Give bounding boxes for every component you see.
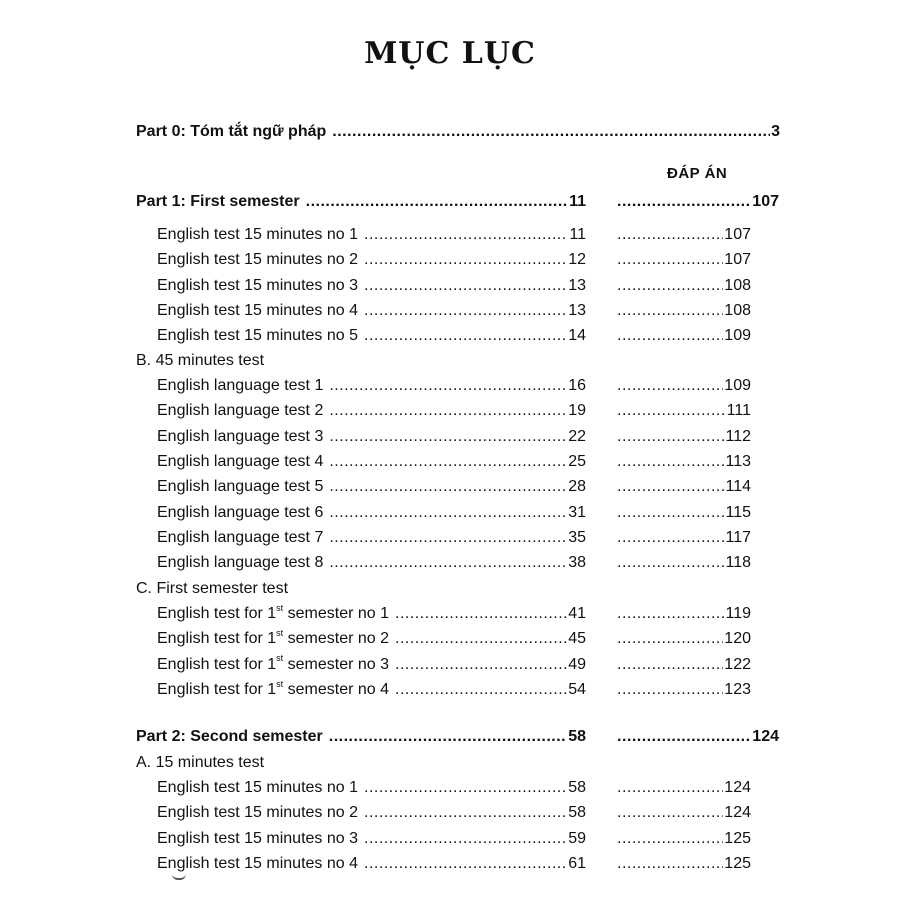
ordinal-suffix: st [276, 602, 284, 613]
dot-leader [617, 502, 724, 524]
toc-page: 13 [568, 276, 586, 294]
toc-entry-main [157, 426, 586, 448]
toc-page: 58 [568, 728, 586, 745]
toc-entry-main [157, 828, 586, 850]
dot-leader [617, 191, 751, 213]
toc-entry-main [157, 325, 586, 347]
toc-answer-page: 124 [724, 804, 751, 822]
toc-entry-answer [617, 300, 751, 322]
dot-leader [329, 400, 567, 422]
toc-entry[interactable] [0, 451, 900, 473]
toc-entry[interactable] [0, 375, 900, 397]
toc-label [157, 628, 389, 650]
dot-leader [364, 325, 567, 347]
dot-leader [617, 249, 723, 271]
toc-entry-answer [617, 275, 751, 297]
toc-entry[interactable] [0, 679, 900, 701]
dot-leader [329, 502, 567, 524]
dot-leader [364, 828, 567, 850]
toc-page: 54 [568, 680, 586, 698]
toc-entry-answer [617, 224, 751, 246]
toc-label: English language test 7 [157, 528, 324, 546]
toc-entry-answer [617, 628, 751, 650]
toc-answer-page: 124 [752, 728, 779, 745]
toc-answer-page: 118 [725, 554, 751, 572]
dot-leader [617, 300, 723, 322]
toc-entry-main [157, 552, 586, 574]
toc-entry[interactable] [0, 552, 900, 574]
toc-page: 13 [568, 301, 586, 319]
dot-leader [364, 249, 567, 271]
toc-entry-answer [617, 654, 751, 676]
toc-label: English test 15 minutes no 1 [157, 226, 359, 243]
toc-entry-answer [617, 679, 751, 701]
toc-entry-answer [617, 552, 751, 574]
page-title: MỤC LỤC [364, 36, 536, 71]
toc-page: 38 [568, 554, 586, 572]
toc-label: Part 0: Tóm tắt ngữ pháp [136, 123, 327, 140]
ordinal-suffix: st [276, 627, 284, 638]
toc-label: English language test 3 [157, 427, 324, 445]
toc-page: 25 [568, 452, 586, 470]
toc-label-prefix: English test for 1 [157, 655, 277, 673]
dot-leader [364, 802, 567, 824]
toc-entry-answer [617, 375, 751, 397]
toc-entry[interactable] [0, 527, 900, 549]
toc-entry-answer [617, 603, 751, 625]
toc-label: English test 15 minutes no 4 [157, 854, 359, 872]
toc-entry-answer [617, 502, 751, 524]
toc-entry-answer [617, 853, 751, 875]
toc-answer-page: 107 [752, 193, 779, 210]
toc-page: 19 [568, 402, 586, 420]
cropped-next-line [172, 874, 186, 880]
dot-leader [617, 828, 723, 850]
toc-label: English language test 5 [157, 478, 324, 496]
toc-answer-page: 115 [725, 503, 751, 521]
toc-entry[interactable] [0, 224, 900, 246]
toc-label: English test 15 minutes no 3 [157, 829, 359, 847]
toc-entry-main [157, 853, 586, 875]
ordinal-suffix: st [276, 678, 284, 689]
toc-entry-answer [617, 476, 751, 498]
toc-page: 22 [568, 427, 586, 445]
dot-leader [329, 476, 567, 498]
toc-answer-page: 107 [724, 226, 751, 243]
toc-section-c [0, 578, 900, 600]
dot-leader [617, 679, 723, 701]
dot-leader [617, 224, 723, 246]
toc-page: 14 [568, 327, 586, 345]
toc-entry-main [157, 654, 586, 676]
dot-leader [617, 325, 723, 347]
dot-leader [395, 679, 567, 701]
toc-answer-page: 125 [724, 854, 751, 872]
toc-page: 11 [569, 193, 586, 210]
dot-leader [306, 191, 568, 213]
toc-entry-main [157, 476, 586, 498]
toc-entry[interactable] [0, 426, 900, 448]
dot-leader [329, 726, 567, 748]
toc-part-2[interactable] [0, 726, 900, 748]
dot-leader [329, 527, 567, 549]
toc-label: English test 15 minutes no 2 [157, 251, 359, 269]
toc-label: English language test 2 [157, 402, 324, 420]
toc-entry-main [157, 527, 586, 549]
toc-label [157, 679, 389, 701]
toc-entry-answer [617, 400, 751, 422]
toc-answer-page: 122 [724, 655, 751, 673]
toc-page: 16 [568, 377, 586, 394]
toc-section-b [0, 350, 900, 372]
toc-label: Part 2: Second semester [136, 728, 323, 745]
dot-leader [329, 375, 567, 397]
toc-entry[interactable] [0, 502, 900, 524]
toc-entry-main [157, 249, 586, 271]
toc-entry-main [157, 603, 586, 625]
dot-leader [617, 628, 723, 650]
toc-answer-page: 123 [724, 680, 751, 698]
toc-page: 45 [568, 630, 586, 648]
toc-entry-answer [617, 777, 751, 799]
toc-label-suffix: semester no 3 [283, 655, 390, 673]
toc-answer-page: 120 [724, 630, 751, 648]
toc-label: English test 15 minutes no 5 [157, 327, 359, 345]
toc-entry-answer [617, 451, 751, 473]
toc-answer-page: 108 [724, 276, 751, 294]
toc-answer-page: 111 [726, 402, 751, 420]
dot-leader [364, 300, 567, 322]
section-heading: A. 15 minutes test [136, 754, 265, 771]
dot-leader [395, 628, 567, 650]
toc-entry[interactable] [0, 654, 900, 676]
toc-answer-page: 114 [725, 478, 751, 496]
dot-leader [617, 802, 723, 824]
toc-entry[interactable] [0, 802, 900, 824]
toc-entry-main [157, 628, 586, 650]
toc-label: English language test 6 [157, 503, 324, 521]
dot-leader [395, 603, 567, 625]
dot-leader [617, 603, 724, 625]
toc-entry-answer [617, 325, 751, 347]
toc-entry-main [157, 400, 586, 422]
toc-label [157, 603, 389, 625]
toc-entry[interactable] [0, 400, 900, 422]
toc-label-prefix: English test for 1 [157, 630, 277, 648]
toc-entry[interactable] [0, 853, 900, 875]
toc-entry-main [157, 777, 586, 799]
dot-leader [617, 451, 724, 473]
toc-page: 41 [568, 605, 586, 622]
toc-page: 58 [568, 779, 586, 796]
dot-leader [617, 400, 726, 422]
dot-leader [617, 426, 724, 448]
dot-leader [332, 121, 770, 143]
dot-leader [364, 275, 567, 297]
dot-leader [364, 224, 568, 246]
toc-label-suffix: semester no 4 [283, 680, 390, 698]
toc-answer-page: 109 [724, 377, 751, 394]
dot-leader [329, 426, 567, 448]
dot-leader [617, 375, 723, 397]
toc-page: 35 [568, 528, 586, 546]
dot-leader [617, 476, 724, 498]
toc-label: English test 15 minutes no 2 [157, 804, 359, 822]
toc-label: English language test 1 [157, 377, 324, 394]
dot-leader [617, 853, 723, 875]
dot-leader [617, 527, 724, 549]
toc-entry-answer [617, 249, 751, 271]
toc-entry-main [157, 300, 586, 322]
toc-entry-main [157, 375, 586, 397]
answers-column-header: ĐÁP ÁN [667, 165, 728, 182]
toc-label-prefix: English test for 1 [157, 605, 277, 622]
toc-entry-main [157, 802, 586, 824]
toc-label: Part 1: First semester [136, 193, 300, 210]
toc-page: 31 [568, 503, 586, 521]
toc-answer-page: 113 [725, 452, 751, 470]
toc-answer-page: 124 [724, 779, 751, 796]
toc-entry[interactable] [0, 828, 900, 850]
toc-entry-main [157, 451, 586, 473]
toc-answer-page: 112 [725, 427, 751, 445]
toc-entry[interactable] [0, 603, 900, 625]
toc-answer-page: 119 [725, 605, 751, 622]
dot-leader [617, 552, 724, 574]
dot-leader [617, 777, 723, 799]
section-heading: B. 45 minutes test [136, 352, 265, 369]
toc-entry[interactable] [0, 249, 900, 271]
toc-label-suffix: semester no 1 [283, 605, 390, 622]
toc-label: English language test 4 [157, 452, 324, 470]
toc-label: English test 15 minutes no 3 [157, 276, 359, 294]
toc-page: 3 [771, 123, 780, 140]
toc-page: 28 [568, 478, 586, 496]
toc-entry-answer [617, 828, 751, 850]
toc-answer-page: 108 [724, 301, 751, 319]
toc-answer-page: 107 [724, 251, 751, 269]
toc-label: English language test 8 [157, 554, 324, 572]
dot-leader [617, 275, 723, 297]
toc-answer-page: 125 [724, 829, 751, 847]
toc-entry-main [157, 224, 586, 246]
toc-entry-main [157, 275, 586, 297]
toc-entry[interactable] [0, 300, 900, 322]
toc-answer-page: 109 [724, 327, 751, 345]
toc-page: 61 [568, 854, 586, 872]
toc-section-a [0, 752, 900, 774]
toc-label: English test 15 minutes no 4 [157, 301, 359, 319]
dot-leader [617, 654, 723, 676]
dot-leader [329, 451, 567, 473]
dot-leader [617, 726, 751, 748]
dot-leader [364, 777, 567, 799]
toc-entry-main [157, 502, 586, 524]
ordinal-suffix: st [276, 653, 284, 664]
dot-leader [329, 552, 567, 574]
toc-entry[interactable] [0, 476, 900, 498]
toc-part-0[interactable] [0, 121, 900, 143]
toc-entry-answer [617, 527, 751, 549]
toc-label [157, 654, 389, 676]
dot-leader [395, 654, 567, 676]
toc-entry-answer [617, 802, 751, 824]
toc-label-prefix: English test for 1 [157, 680, 277, 698]
dot-leader [364, 853, 567, 875]
toc-answer-page: 117 [725, 528, 751, 546]
toc-label-suffix: semester no 2 [283, 630, 390, 648]
toc-label: English test 15 minutes no 1 [157, 779, 359, 796]
section-heading: C. First semester test [136, 580, 289, 597]
toc-entry[interactable] [0, 275, 900, 297]
toc-page: 58 [568, 804, 586, 822]
toc-entry[interactable] [0, 777, 900, 799]
toc-entry[interactable] [0, 325, 900, 347]
toc-page: 11 [569, 226, 586, 243]
toc-entry-answer [617, 426, 751, 448]
toc-entry[interactable] [0, 628, 900, 650]
toc-part-1[interactable] [0, 191, 900, 213]
toc-entry-main [157, 679, 586, 701]
toc-page: 49 [568, 655, 586, 673]
toc-page: 59 [568, 829, 586, 847]
toc-page: 12 [568, 251, 586, 269]
